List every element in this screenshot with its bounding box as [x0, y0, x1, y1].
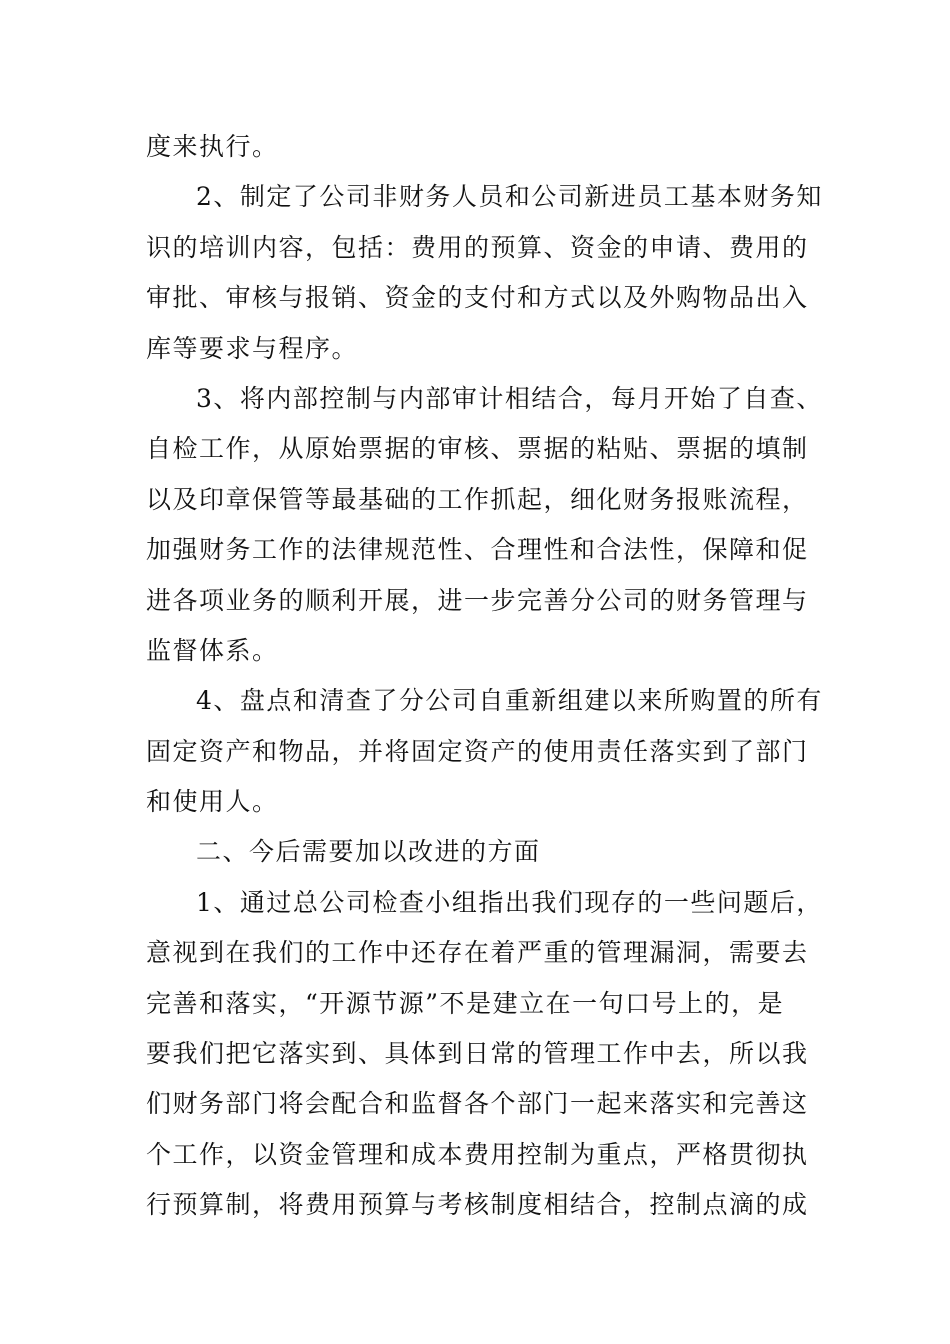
text-line: 固定资产和物品，并将固定资产的使用责任落实到了部门 [146, 736, 809, 766]
paragraph-item-2-line: 2、制定了公司非财务人员和公司新进员工基本财务知 [196, 182, 823, 212]
text-line: 个工作，以资金管理和成本费用控制为重点，严格贯彻执 [146, 1139, 809, 1169]
text-line: 识的培训内容，包括：费用的预算、资金的申请、费用的 [146, 232, 809, 262]
text-line: 和使用人。 [146, 787, 279, 817]
text-line: 完善和落实，“开源节源”不是建立在一句口号上的，是 [146, 988, 785, 1018]
text-line: 审批、审核与报销、资金的支付和方式以及外购物品出入 [146, 283, 809, 313]
text-line: 要我们把它落实到、具体到日常的管理工作中去，所以我 [146, 1039, 809, 1069]
section-heading: 二、今后需要加以改进的方面 [196, 837, 541, 867]
text-line: 们财务部门将会配合和监督各个部门一起来落实和完善这 [146, 1089, 809, 1119]
text-line: 意视到在我们的工作中还存在着严重的管理漏洞，需要去 [146, 938, 809, 968]
paragraph-item-3-line: 3、将内部控制与内部审计相结合，每月开始了自查、 [196, 383, 823, 413]
text-line: 以及印章保管等最基础的工作抓起，细化财务报账流程， [146, 484, 809, 514]
text-line: 库等要求与程序。 [146, 333, 359, 363]
text-line: 自检工作，从原始票据的审核、票据的粘贴、票据的填制 [146, 434, 809, 464]
document-page [146, 122, 823, 1231]
text-line: 行预算制，将费用预算与考核制度相结合，控制点滴的成 [146, 1190, 809, 1220]
text-line: 度来执行。 [146, 132, 279, 161]
text-line: 加强财务工作的法律规范性、合理性和合法性，保障和促 [146, 535, 809, 565]
text-line: 进各项业务的顺利开展，进一步完善分公司的财务管理与 [146, 585, 809, 615]
text-line: 监督体系。 [146, 635, 279, 665]
paragraph-item-1-line: 1、通过总公司检查小组指出我们现存的一些问题后， [196, 887, 823, 917]
paragraph-item-4-line: 4、盘点和清查了分公司自重新组建以来所购置的所有 [196, 686, 823, 716]
